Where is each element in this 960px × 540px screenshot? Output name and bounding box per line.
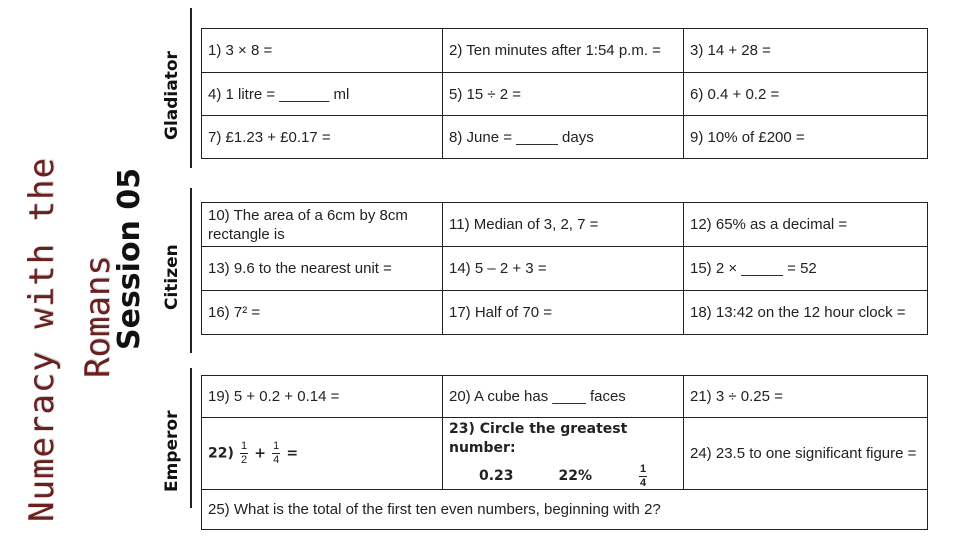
fraction-denominator: 4 — [639, 477, 647, 489]
fraction-numerator: 1 — [241, 440, 248, 452]
fraction-denominator: 4 — [273, 454, 280, 466]
emperor-grid — [201, 375, 928, 530]
title-session: Session 05 — [112, 167, 147, 350]
option-percent: 22% — [558, 468, 593, 484]
question-cell: 12) 65% as a decimal = — [684, 203, 928, 247]
question-cell: 18) 13:42 on the 12 hour clock = — [684, 291, 928, 335]
question-cell: 15) 2 × _____ = 52 — [684, 247, 928, 291]
citizen-grid — [201, 202, 928, 335]
question-cell: 16) 7² = — [202, 291, 443, 335]
question-cell: 19) 5 + 0.2 + 0.14 = — [202, 376, 443, 418]
emperor-divider — [190, 368, 192, 508]
citizen-divider — [190, 188, 192, 353]
question-cell: 5) 15 ÷ 2 = — [443, 73, 684, 116]
question-cell: 2) Ten minutes after 1:54 p.m. = — [443, 29, 684, 73]
question-cell: 8) June = _____ days — [443, 116, 684, 159]
q22-prefix: 22) — [208, 445, 234, 462]
fraction-numerator: 1 — [639, 463, 647, 475]
fraction-quarter — [272, 441, 280, 466]
question-cell: 10) The area of a 6cm by 8cm rectangle is — [202, 203, 443, 247]
fraction-numerator: 1 — [273, 440, 280, 452]
gladiator-grid — [201, 28, 928, 159]
plus-sign: + — [254, 445, 266, 462]
title-main: Numeracy with the — [22, 157, 62, 522]
question-cell-q22 — [202, 418, 443, 490]
option-decimal: 0.23 — [479, 468, 514, 484]
fraction-denominator: 2 — [241, 454, 248, 466]
question-cell: 24) 23.5 to one significant figure = — [684, 418, 928, 490]
question-cell: 6) 0.4 + 0.2 = — [684, 73, 928, 116]
title-romans: Romans — [78, 255, 118, 378]
tier-label-emperor: Emperor — [162, 410, 182, 492]
question-cell: 1) 3 × 8 = — [202, 29, 443, 73]
question-cell: 4) 1 litre = ______ ml — [202, 73, 443, 116]
fraction-half — [240, 441, 248, 466]
question-cell-q23 — [443, 418, 684, 490]
option-fraction — [639, 464, 647, 489]
equals-sign: = — [286, 445, 299, 462]
question-cell-q25: 25) What is the total of the first ten even numbers, beginning with 2? — [202, 490, 928, 530]
tier-label-gladiator: Gladiator — [162, 51, 182, 140]
tier-label-citizen: Citizen — [162, 244, 182, 310]
q23-options — [449, 464, 677, 489]
question-cell: 13) 9.6 to the nearest unit = — [202, 247, 443, 291]
question-cell: 21) 3 ÷ 0.25 = — [684, 376, 928, 418]
question-cell: 14) 5 – 2 + 3 = — [443, 247, 684, 291]
q23-prompt: 23) Circle the greatest number: — [449, 421, 628, 456]
question-cell: 3) 14 + 28 = — [684, 29, 928, 73]
question-cell: 9) 10% of £200 = — [684, 116, 928, 159]
question-cell: 17) Half of 70 = — [443, 291, 684, 335]
question-cell: 7) £1.23 + £0.17 = — [202, 116, 443, 159]
gladiator-divider — [190, 8, 192, 168]
question-cell: 11) Median of 3, 2, 7 = — [443, 203, 684, 247]
question-cell: 20) A cube has ____ faces — [443, 376, 684, 418]
